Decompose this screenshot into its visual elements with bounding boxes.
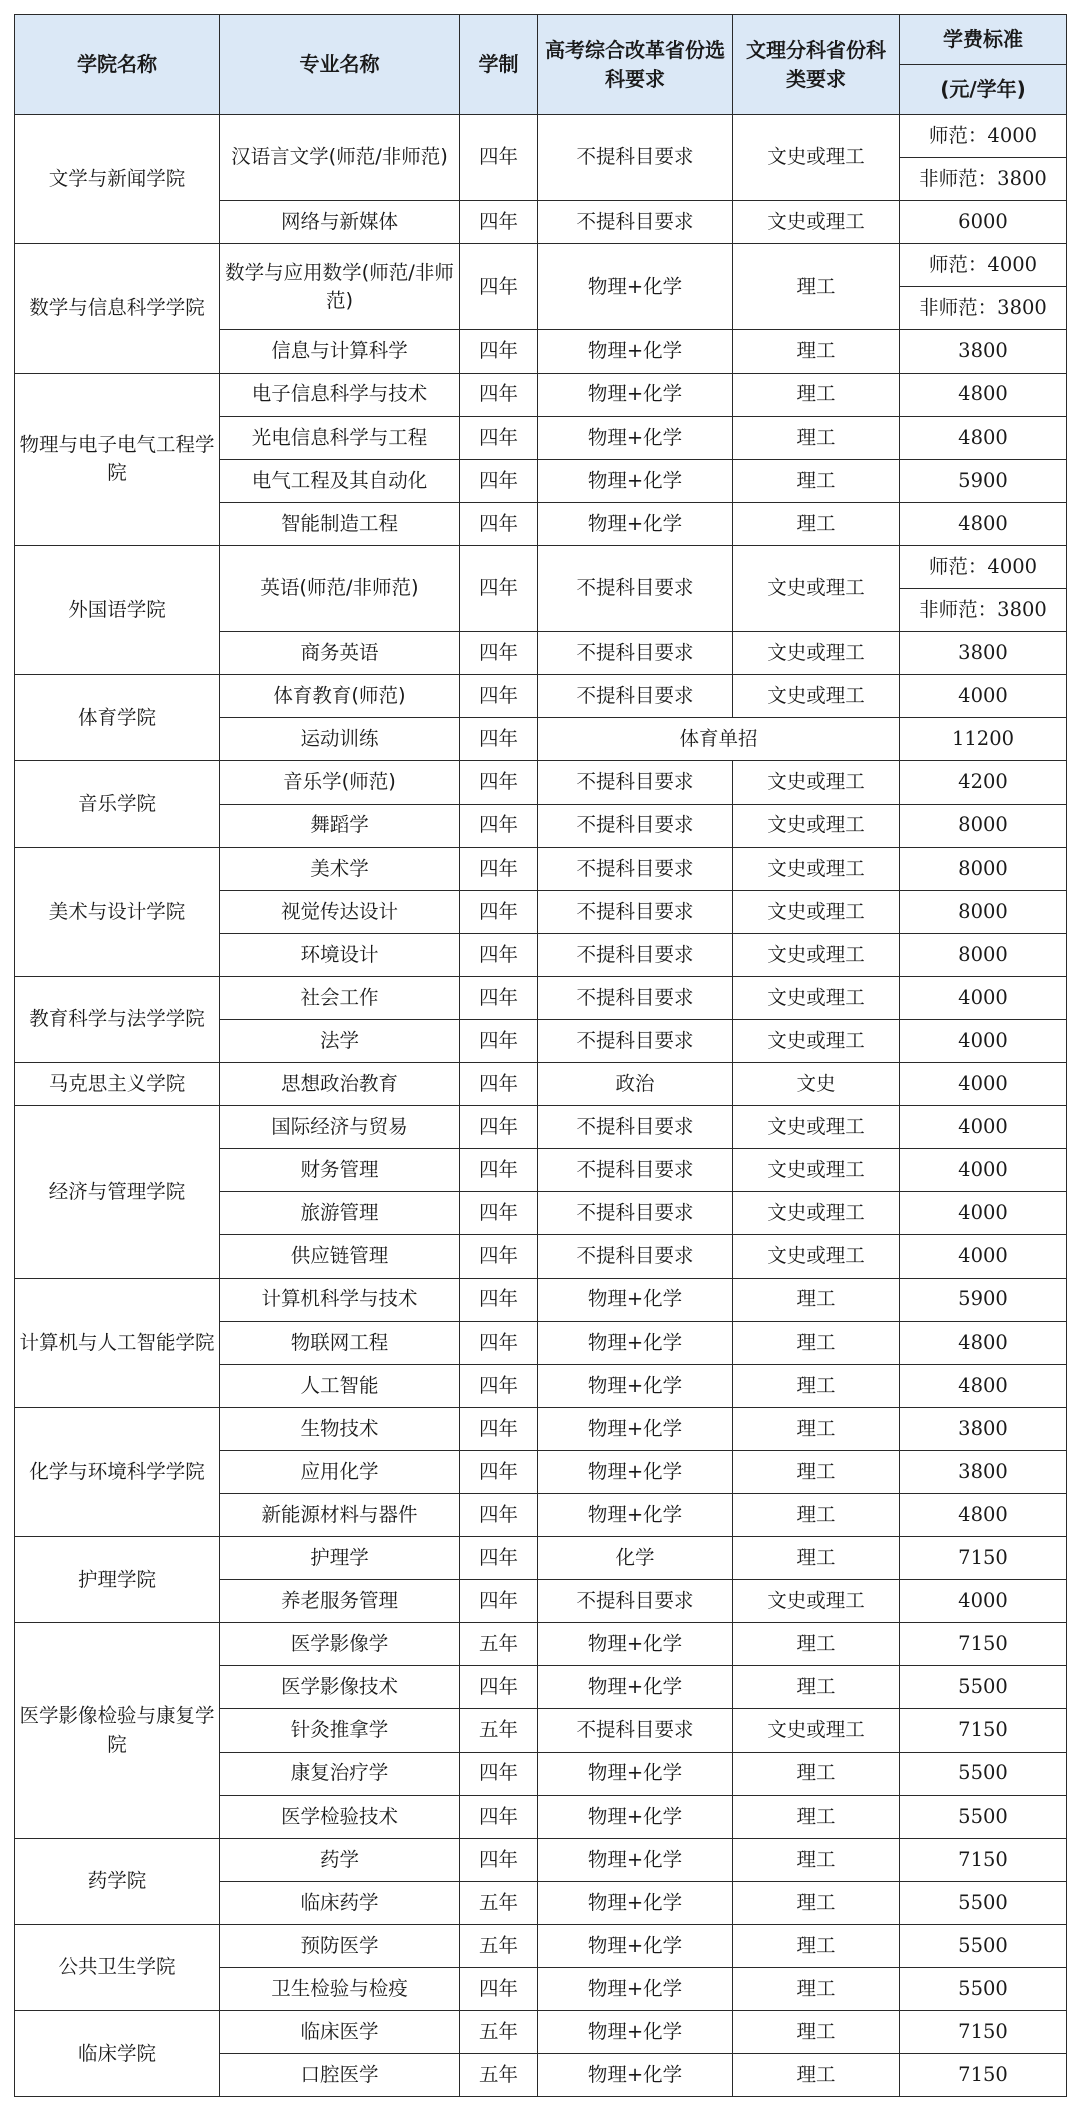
stream-cell: 文史或理工 — [733, 1192, 900, 1235]
college-cell: 护理学院 — [15, 1537, 220, 1623]
header-fee: 学费标准 — [900, 15, 1067, 65]
fee-cell: 8000 — [900, 890, 1067, 933]
fee-cell: 3800 — [900, 330, 1067, 373]
years-cell: 四年 — [460, 1537, 538, 1580]
header-major: 专业名称 — [220, 15, 460, 115]
table-row — [15, 373, 1067, 416]
stream-cell: 理工 — [733, 1924, 900, 1967]
major-cell: 智能制造工程 — [220, 502, 460, 545]
years-cell: 四年 — [460, 675, 538, 718]
reform-cell: 物理+化学 — [538, 1450, 733, 1493]
college-cell: 外国语学院 — [15, 545, 220, 674]
years-cell: 四年 — [460, 1149, 538, 1192]
major-cell: 音乐学(师范) — [220, 761, 460, 804]
fee-cell: 6000 — [900, 201, 1067, 244]
years-cell: 四年 — [460, 761, 538, 804]
years-cell: 四年 — [460, 1752, 538, 1795]
years-cell: 四年 — [460, 1019, 538, 1062]
college-cell: 数学与信息科学学院 — [15, 244, 220, 373]
major-cell: 供应链管理 — [220, 1235, 460, 1278]
major-cell: 法学 — [220, 1019, 460, 1062]
header-fee-unit: (元/学年) — [900, 65, 1067, 115]
years-cell: 五年 — [460, 2054, 538, 2097]
reform-cell: 物理+化学 — [538, 330, 733, 373]
major-cell: 旅游管理 — [220, 1192, 460, 1235]
table-row — [15, 1063, 1067, 1106]
reform-cell: 体育单招 — [538, 718, 900, 761]
fee-cell: 3800 — [900, 1450, 1067, 1493]
reform-cell: 物理+化学 — [538, 416, 733, 459]
reform-cell: 物理+化学 — [538, 1407, 733, 1450]
stream-cell: 理工 — [733, 244, 900, 330]
fee-cell: 7150 — [900, 2011, 1067, 2054]
reform-cell: 不提科目要求 — [538, 976, 733, 1019]
reform-cell: 不提科目要求 — [538, 1149, 733, 1192]
reform-cell: 物理+化学 — [538, 244, 733, 330]
fee-cell: 7150 — [900, 1623, 1067, 1666]
major-cell: 信息与计算科学 — [220, 330, 460, 373]
table-row — [15, 847, 1067, 890]
table-row — [15, 1278, 1067, 1321]
reform-cell: 不提科目要求 — [538, 1106, 733, 1149]
stream-cell: 文史或理工 — [733, 115, 900, 201]
college-cell: 美术与设计学院 — [15, 847, 220, 976]
stream-cell: 文史或理工 — [733, 1709, 900, 1752]
reform-cell: 物理+化学 — [538, 1623, 733, 1666]
reform-cell: 不提科目要求 — [538, 890, 733, 933]
major-cell: 舞蹈学 — [220, 804, 460, 847]
stream-cell: 文史或理工 — [733, 545, 900, 631]
reform-cell: 不提科目要求 — [538, 847, 733, 890]
fee-cell: 4000 — [900, 1106, 1067, 1149]
stream-cell: 理工 — [733, 2054, 900, 2097]
years-cell: 四年 — [460, 976, 538, 1019]
major-cell: 国际经济与贸易 — [220, 1106, 460, 1149]
reform-cell: 物理+化学 — [538, 1838, 733, 1881]
years-cell: 五年 — [460, 1709, 538, 1752]
header-stream-requirement: 文理分科省份科类要求 — [733, 15, 900, 115]
reform-cell: 物理+化学 — [538, 1321, 733, 1364]
stream-cell: 理工 — [733, 1494, 900, 1537]
reform-cell: 不提科目要求 — [538, 115, 733, 201]
reform-cell: 不提科目要求 — [538, 1580, 733, 1623]
header-row — [15, 15, 1067, 65]
fee-table — [14, 14, 1067, 2097]
reform-cell: 物理+化学 — [538, 1968, 733, 2011]
table-row — [15, 1924, 1067, 1967]
fee-cell: 5500 — [900, 1752, 1067, 1795]
major-cell: 运动训练 — [220, 718, 460, 761]
stream-cell: 文史或理工 — [733, 201, 900, 244]
college-cell: 体育学院 — [15, 675, 220, 761]
fee-cell: 4000 — [900, 1063, 1067, 1106]
fee-cell: 4000 — [900, 1019, 1067, 1062]
major-cell: 电气工程及其自动化 — [220, 459, 460, 502]
major-cell: 商务英语 — [220, 632, 460, 675]
header-reform-requirement: 高考综合改革省份选科要求 — [538, 15, 733, 115]
reform-cell: 物理+化学 — [538, 2054, 733, 2097]
college-cell: 教育科学与法学学院 — [15, 976, 220, 1062]
table-row — [15, 1537, 1067, 1580]
stream-cell: 文史或理工 — [733, 1580, 900, 1623]
stream-cell: 理工 — [733, 502, 900, 545]
table-row — [15, 115, 1067, 158]
stream-cell: 文史或理工 — [733, 761, 900, 804]
reform-cell: 物理+化学 — [538, 373, 733, 416]
major-cell: 养老服务管理 — [220, 1580, 460, 1623]
stream-cell: 理工 — [733, 1321, 900, 1364]
reform-cell: 物理+化学 — [538, 1666, 733, 1709]
table-row — [15, 761, 1067, 804]
stream-cell: 文史或理工 — [733, 976, 900, 1019]
fee-cell: 5900 — [900, 459, 1067, 502]
years-cell: 四年 — [460, 330, 538, 373]
stream-cell: 文史或理工 — [733, 890, 900, 933]
stream-cell: 文史或理工 — [733, 804, 900, 847]
stream-cell: 理工 — [733, 1407, 900, 1450]
major-cell: 新能源材料与器件 — [220, 1494, 460, 1537]
major-cell: 思想政治教育 — [220, 1063, 460, 1106]
table-row — [15, 675, 1067, 718]
years-cell: 四年 — [460, 718, 538, 761]
reform-cell: 物理+化学 — [538, 502, 733, 545]
years-cell: 四年 — [460, 1968, 538, 2011]
reform-cell: 不提科目要求 — [538, 804, 733, 847]
college-cell: 临床学院 — [15, 2011, 220, 2097]
fee-cell: 5500 — [900, 1795, 1067, 1838]
stream-cell: 理工 — [733, 1537, 900, 1580]
major-cell: 网络与新媒体 — [220, 201, 460, 244]
stream-cell: 文史或理工 — [733, 1149, 900, 1192]
years-cell: 四年 — [460, 1494, 538, 1537]
college-cell: 物理与电子电气工程学院 — [15, 373, 220, 545]
fee-cell: 3800 — [900, 1407, 1067, 1450]
years-cell: 四年 — [460, 201, 538, 244]
fee-cell: 8000 — [900, 847, 1067, 890]
reform-cell: 不提科目要求 — [538, 201, 733, 244]
fee-cell: 师范：4000 — [900, 115, 1067, 158]
college-cell: 公共卫生学院 — [15, 1924, 220, 2010]
reform-cell: 物理+化学 — [538, 1278, 733, 1321]
reform-cell: 不提科目要求 — [538, 933, 733, 976]
reform-cell: 不提科目要求 — [538, 761, 733, 804]
stream-cell: 理工 — [733, 1838, 900, 1881]
major-cell: 临床医学 — [220, 2011, 460, 2054]
years-cell: 四年 — [460, 1795, 538, 1838]
fee-cell: 4000 — [900, 976, 1067, 1019]
table-row — [15, 976, 1067, 1019]
table-row — [15, 1407, 1067, 1450]
major-cell: 财务管理 — [220, 1149, 460, 1192]
reform-cell: 不提科目要求 — [538, 1235, 733, 1278]
fee-cell: 4800 — [900, 416, 1067, 459]
years-cell: 五年 — [460, 1623, 538, 1666]
fee-cell: 7150 — [900, 1838, 1067, 1881]
college-cell: 经济与管理学院 — [15, 1106, 220, 1278]
years-cell: 四年 — [460, 1666, 538, 1709]
years-cell: 四年 — [460, 890, 538, 933]
stream-cell: 理工 — [733, 1278, 900, 1321]
fee-cell: 8000 — [900, 804, 1067, 847]
reform-cell: 物理+化学 — [538, 1881, 733, 1924]
major-cell: 体育教育(师范) — [220, 675, 460, 718]
major-cell: 药学 — [220, 1838, 460, 1881]
fee-cell: 4200 — [900, 761, 1067, 804]
fee-cell: 5500 — [900, 1968, 1067, 2011]
stream-cell: 文史或理工 — [733, 1106, 900, 1149]
fee-cell: 3800 — [900, 632, 1067, 675]
major-cell: 汉语言文学(师范/非师范) — [220, 115, 460, 201]
reform-cell: 物理+化学 — [538, 1924, 733, 1967]
major-cell: 医学影像学 — [220, 1623, 460, 1666]
reform-cell: 不提科目要求 — [538, 545, 733, 631]
major-cell: 护理学 — [220, 1537, 460, 1580]
stream-cell: 理工 — [733, 1968, 900, 2011]
stream-cell: 理工 — [733, 1795, 900, 1838]
reform-cell: 物理+化学 — [538, 1494, 733, 1537]
stream-cell: 理工 — [733, 373, 900, 416]
stream-cell: 文史或理工 — [733, 1019, 900, 1062]
stream-cell: 文史或理工 — [733, 1235, 900, 1278]
years-cell: 四年 — [460, 847, 538, 890]
years-cell: 四年 — [460, 115, 538, 201]
major-cell: 卫生检验与检疫 — [220, 1968, 460, 2011]
table-row — [15, 244, 1067, 287]
fee-cell: 4800 — [900, 502, 1067, 545]
major-cell: 光电信息科学与工程 — [220, 416, 460, 459]
fee-cell: 5500 — [900, 1881, 1067, 1924]
stream-cell: 理工 — [733, 1364, 900, 1407]
major-cell: 口腔医学 — [220, 2054, 460, 2097]
fee-cell: 7150 — [900, 1537, 1067, 1580]
major-cell: 针灸推拿学 — [220, 1709, 460, 1752]
fee-cell: 4000 — [900, 675, 1067, 718]
stream-cell: 文史或理工 — [733, 847, 900, 890]
years-cell: 四年 — [460, 933, 538, 976]
major-cell: 临床药学 — [220, 1881, 460, 1924]
table-row — [15, 1106, 1067, 1149]
years-cell: 四年 — [460, 1063, 538, 1106]
fee-cell: 4800 — [900, 373, 1067, 416]
major-cell: 社会工作 — [220, 976, 460, 1019]
years-cell: 五年 — [460, 2011, 538, 2054]
fee-cell: 11200 — [900, 718, 1067, 761]
stream-cell: 理工 — [733, 1623, 900, 1666]
table-row — [15, 1838, 1067, 1881]
years-cell: 四年 — [460, 1235, 538, 1278]
fee-cell: 4000 — [900, 1192, 1067, 1235]
reform-cell: 不提科目要求 — [538, 1019, 733, 1062]
years-cell: 四年 — [460, 1407, 538, 1450]
fee-cell: 4000 — [900, 1235, 1067, 1278]
reform-cell: 物理+化学 — [538, 459, 733, 502]
fee-cell: 4800 — [900, 1321, 1067, 1364]
stream-cell: 理工 — [733, 330, 900, 373]
fee-cell: 5900 — [900, 1278, 1067, 1321]
fee-cell: 5500 — [900, 1924, 1067, 1967]
fee-cell: 4800 — [900, 1364, 1067, 1407]
table-row — [15, 1623, 1067, 1666]
years-cell: 四年 — [460, 1364, 538, 1407]
fee-cell: 4000 — [900, 1149, 1067, 1192]
reform-cell: 不提科目要求 — [538, 632, 733, 675]
years-cell: 四年 — [460, 1106, 538, 1149]
fee-cell: 非师范：3800 — [900, 158, 1067, 201]
college-cell: 计算机与人工智能学院 — [15, 1278, 220, 1407]
stream-cell: 理工 — [733, 1881, 900, 1924]
years-cell: 四年 — [460, 1321, 538, 1364]
years-cell: 四年 — [460, 804, 538, 847]
college-cell: 音乐学院 — [15, 761, 220, 847]
fee-cell: 5500 — [900, 1666, 1067, 1709]
major-cell: 电子信息科学与技术 — [220, 373, 460, 416]
reform-cell: 化学 — [538, 1537, 733, 1580]
stream-cell: 文史或理工 — [733, 632, 900, 675]
fee-cell: 非师范：3800 — [900, 287, 1067, 330]
years-cell: 四年 — [460, 416, 538, 459]
years-cell: 五年 — [460, 1924, 538, 1967]
years-cell: 四年 — [460, 1278, 538, 1321]
reform-cell: 政治 — [538, 1063, 733, 1106]
fee-cell: 7150 — [900, 1709, 1067, 1752]
major-cell: 应用化学 — [220, 1450, 460, 1493]
table-row — [15, 545, 1067, 588]
major-cell: 英语(师范/非师范) — [220, 545, 460, 631]
years-cell: 四年 — [460, 373, 538, 416]
table-body — [15, 115, 1067, 2097]
stream-cell: 理工 — [733, 1450, 900, 1493]
major-cell: 康复治疗学 — [220, 1752, 460, 1795]
years-cell: 四年 — [460, 545, 538, 631]
fee-cell: 师范：4000 — [900, 545, 1067, 588]
header-college: 学院名称 — [15, 15, 220, 115]
years-cell: 五年 — [460, 1881, 538, 1924]
major-cell: 物联网工程 — [220, 1321, 460, 1364]
years-cell: 四年 — [460, 459, 538, 502]
major-cell: 计算机科学与技术 — [220, 1278, 460, 1321]
years-cell: 四年 — [460, 502, 538, 545]
stream-cell: 理工 — [733, 459, 900, 502]
stream-cell: 理工 — [733, 2011, 900, 2054]
fee-cell: 师范：4000 — [900, 244, 1067, 287]
college-cell: 医学影像检验与康复学院 — [15, 1623, 220, 1838]
stream-cell: 文史 — [733, 1063, 900, 1106]
reform-cell: 物理+化学 — [538, 1795, 733, 1838]
major-cell: 医学检验技术 — [220, 1795, 460, 1838]
reform-cell: 物理+化学 — [538, 2011, 733, 2054]
fee-cell: 4800 — [900, 1494, 1067, 1537]
years-cell: 四年 — [460, 1838, 538, 1881]
fee-cell: 8000 — [900, 933, 1067, 976]
years-cell: 四年 — [460, 1192, 538, 1235]
major-cell: 数学与应用数学(师范/非师范) — [220, 244, 460, 330]
table-row — [15, 2011, 1067, 2054]
header-years: 学制 — [460, 15, 538, 115]
major-cell: 人工智能 — [220, 1364, 460, 1407]
major-cell: 预防医学 — [220, 1924, 460, 1967]
stream-cell: 理工 — [733, 1752, 900, 1795]
years-cell: 四年 — [460, 632, 538, 675]
college-cell: 马克思主义学院 — [15, 1063, 220, 1106]
stream-cell: 文史或理工 — [733, 675, 900, 718]
stream-cell: 理工 — [733, 416, 900, 459]
reform-cell: 物理+化学 — [538, 1752, 733, 1795]
stream-cell: 理工 — [733, 1666, 900, 1709]
years-cell: 四年 — [460, 1450, 538, 1493]
fee-cell: 非师范：3800 — [900, 589, 1067, 632]
fee-cell: 7150 — [900, 2054, 1067, 2097]
major-cell: 医学影像技术 — [220, 1666, 460, 1709]
reform-cell: 不提科目要求 — [538, 1192, 733, 1235]
major-cell: 美术学 — [220, 847, 460, 890]
major-cell: 生物技术 — [220, 1407, 460, 1450]
college-cell: 文学与新闻学院 — [15, 115, 220, 244]
college-cell: 药学院 — [15, 1838, 220, 1924]
years-cell: 四年 — [460, 244, 538, 330]
reform-cell: 不提科目要求 — [538, 675, 733, 718]
reform-cell: 物理+化学 — [538, 1364, 733, 1407]
years-cell: 四年 — [460, 1580, 538, 1623]
college-cell: 化学与环境科学学院 — [15, 1407, 220, 1536]
stream-cell: 文史或理工 — [733, 933, 900, 976]
fee-cell: 4000 — [900, 1580, 1067, 1623]
major-cell: 视觉传达设计 — [220, 890, 460, 933]
major-cell: 环境设计 — [220, 933, 460, 976]
reform-cell: 不提科目要求 — [538, 1709, 733, 1752]
